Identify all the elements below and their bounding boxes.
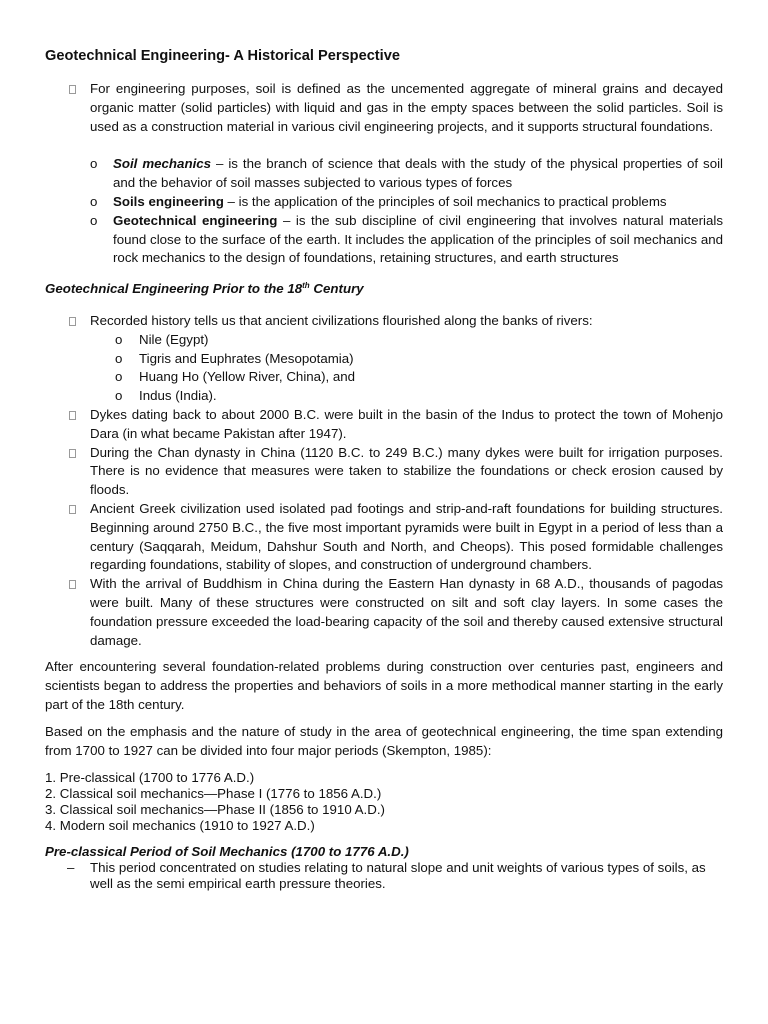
sub-bullet-marker: o [115, 388, 123, 404]
paragraph-18th-century: After encountering several foundation-related problems during construction over centuries past, engineers and scientists began to address the properties and behaviors of soils in a more methodical manner starting in the early part of the 18th century. [45, 659, 723, 712]
period-item: 4. Modern soil mechanics (1910 to 1927 A.D.) [45, 818, 315, 834]
history-bullet: Dykes dating back to about 2000 B.C. were built in the basin of the Indus to protect the town of Mohenjo Dara (in what became Pakistan after 1947). [90, 406, 723, 444]
definition-text: – is the sub discipline of civil engineering that involves natural materials found close to the surface of the earth. It includes the application of the principles of soil mechanics and rock mechanics to the design of foundations, retaining structures, and earth structures [113, 212, 723, 266]
bullet-marker [69, 575, 76, 595]
definition-text: – is the application of the principles of soil mechanics to practical problems [223, 193, 667, 209]
page-title: Geotechnical Engineering- A Historical Perspective [45, 48, 400, 64]
paragraph-periods-intro: Based on the emphasis and the nature of study in the area of geotechnical engineering, the time span extending from 1700 to 1927 can be divided into four major periods (Skempton, 1985): [45, 723, 723, 758]
sub-bullet-marker: o [115, 331, 123, 347]
section-heading-prior-18th: Geotechnical Engineering Prior to the 18th Century [45, 281, 364, 297]
river-item: o Tigris and Euphrates (Mesopotamia) [139, 350, 723, 369]
bullet-marker [69, 444, 76, 464]
river-item: o Huang Ho (Yellow River, China), and [139, 368, 723, 387]
definition-text: – is the branch of science that deals with the study of the physical properties of soil and the behavior of soil masses subjected to various types of forces [113, 156, 724, 191]
sub-bullet-marker: o [115, 350, 123, 366]
period-item: 3. Classical soil mechanics—Phase II (1856 to 1910 A.D.) [45, 802, 385, 818]
history-intro: Recorded history tells us that ancient civilizations flourished along the banks of rivers: [90, 312, 723, 331]
river-item: o Nile (Egypt) [139, 331, 723, 350]
definition-item [90, 155, 724, 193]
sub-bullet-marker: o [115, 369, 123, 385]
definition-item [90, 193, 723, 212]
definition-item [90, 212, 723, 268]
section-heading-preclassical: Pre-classical Period of Soil Mechanics (1700 to 1776 A.D.) [45, 844, 409, 860]
period-item: 1. Pre-classical (1700 to 1776 A.D.) [45, 770, 255, 786]
history-bullet: Ancient Greek civilization used isolated pad footings and strip-and-raft foundations for building structures. Beginning around 2750 B.C., the five most important pyramids were built in Egypt in a period of less than a century (Saqqarah, Meidum, Dahshur South and North, and Cheops). This posed formidable challenges regarding foundations, stability of slopes, and construction of underground chambers. [90, 500, 723, 575]
history-bullet: During the Chan dynasty in China (1120 B.C. to 249 B.C.) many dykes were built for irrigation purposes. There is no evidence that measures were taken to stabilize the foundations or check erosion caused by floods. [90, 444, 723, 500]
bullet-marker [69, 80, 76, 100]
history-bullet: With the arrival of Buddhism in China during the Eastern Han dynasty in 68 A.D., thousands of pagodas were built. Many of these structures were constructed on silt and soft clay layers. In some cases the foundation pressure exceeded the load-bearing capacity of the soil and thereby caused extensive structural damage. [90, 575, 723, 650]
sub-bullet-marker: o [90, 156, 98, 172]
sub-bullet-marker: o [90, 212, 98, 228]
dash-marker: – [67, 860, 75, 876]
periods-list [45, 770, 723, 834]
definition-term: Soil mechanics [113, 156, 212, 172]
preclassical-item: – This period concentrated on studies relating to natural slope and unit weights of various types of soils, as well as the semi empirical earth pressure theories. [67, 860, 706, 892]
bullet-marker [69, 500, 76, 520]
definition-term: Soils engineering [113, 193, 224, 209]
intro-paragraph [90, 80, 723, 136]
definition-term: Geotechnical engineering [113, 212, 278, 228]
sub-bullet-marker: o [90, 193, 98, 209]
period-item: 2. Classical soil mechanics—Phase I (1776 to 1856 A.D.) [45, 786, 382, 802]
intro-text: For engineering purposes, soil is defined as the uncemented aggregate of mineral grains and decayed organic matter (solid particles) with liquid and gas in the empty spaces between the solid particles. Soil is used as a construction material in various civil engineering projects, and it supports structural foundations. [90, 81, 723, 134]
river-item: o Indus (India). [139, 387, 723, 406]
bullet-marker [69, 312, 76, 332]
bullet-marker [69, 406, 76, 426]
